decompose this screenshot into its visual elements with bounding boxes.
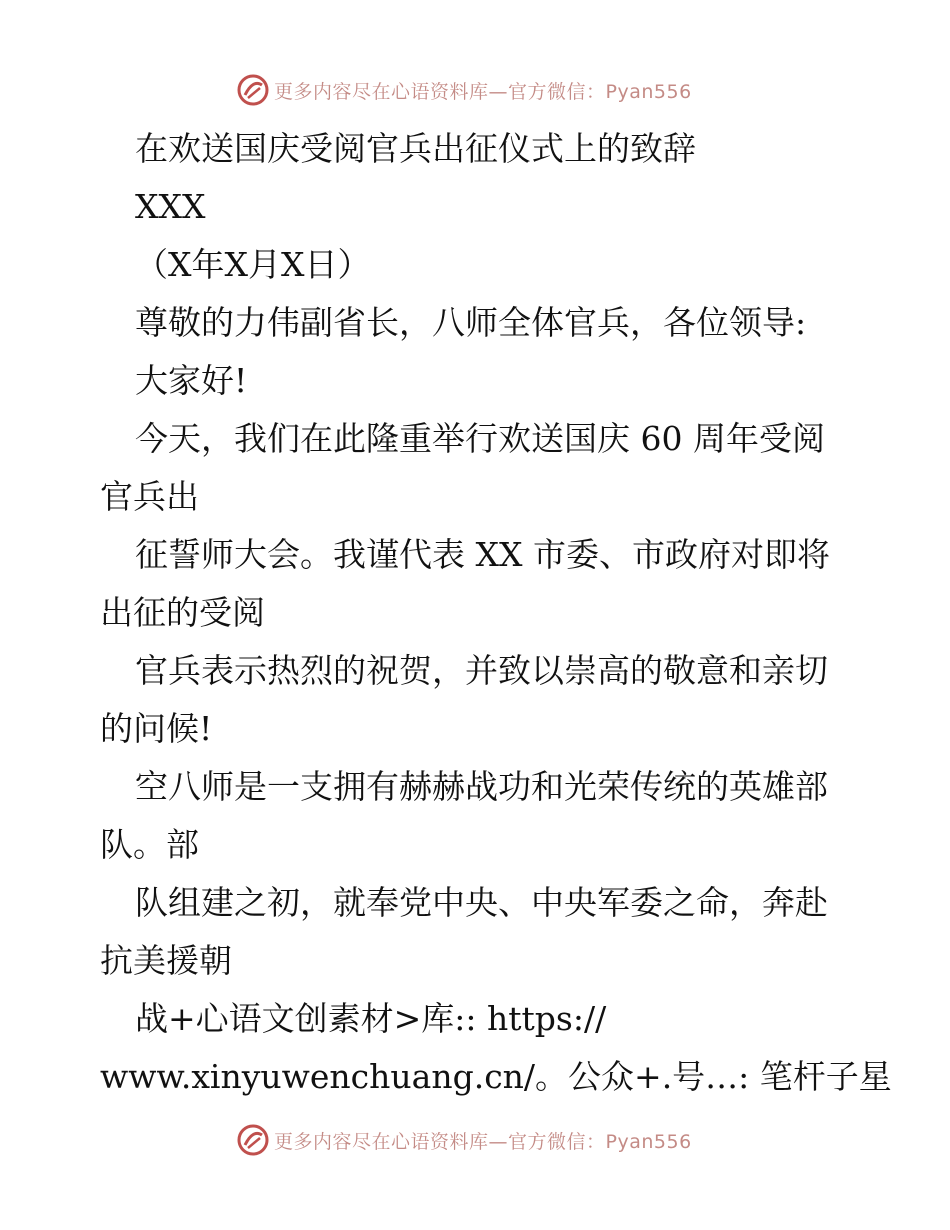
document-author: XXX xyxy=(135,187,206,226)
document-body xyxy=(100,120,900,1106)
salutation: 尊敬的力伟副省长，八师全体官兵，各位领导: xyxy=(135,303,807,342)
brand-logo-icon xyxy=(236,1123,270,1157)
paragraph-line: 空八师是一支拥有赫赫战功和光荣传统的英雄部 xyxy=(135,767,828,806)
paragraph-line: 队。部 xyxy=(100,825,199,864)
watermark-text: 更多内容尽在心语资料库—官方微信：Pyan556 xyxy=(274,80,692,103)
watermark-banner-top xyxy=(236,70,692,110)
paragraph-line: 队组建之初，就奉党中央、中央军委之命，奔赴 xyxy=(135,883,828,922)
paragraph-line: 征誓师大会。我谨代表 XX 市委、市政府对即将 xyxy=(135,535,830,574)
paragraph-line: www.xinyuwenchuang.cn/。公众+.号…: 笔杆子星 xyxy=(100,1057,892,1096)
paragraph-line: 官兵出 xyxy=(100,477,199,516)
paragraph-line: 抗美援朝 xyxy=(100,941,232,980)
paragraph-line: 出征的受阅 xyxy=(100,593,265,632)
paragraph-line: 战+心语文创素材>库:: https:// xyxy=(135,999,607,1038)
paragraph-line: 官兵表示热烈的祝贺，并致以崇高的敬意和亲切 xyxy=(135,651,828,690)
brand-logo-icon xyxy=(236,73,270,107)
paragraph-line: 的问候! xyxy=(100,709,213,748)
watermark-text: 更多内容尽在心语资料库—官方微信：Pyan556 xyxy=(274,1130,692,1153)
greeting: 大家好! xyxy=(135,361,248,400)
document-date: （X年X月X日） xyxy=(135,245,371,284)
document-title: 在欢送国庆受阅官兵出征仪式上的致辞 xyxy=(135,129,696,168)
watermark-banner-bottom xyxy=(236,1120,692,1160)
paragraph-line: 今天，我们在此隆重举行欢送国庆 60 周年受阅 xyxy=(135,419,825,458)
